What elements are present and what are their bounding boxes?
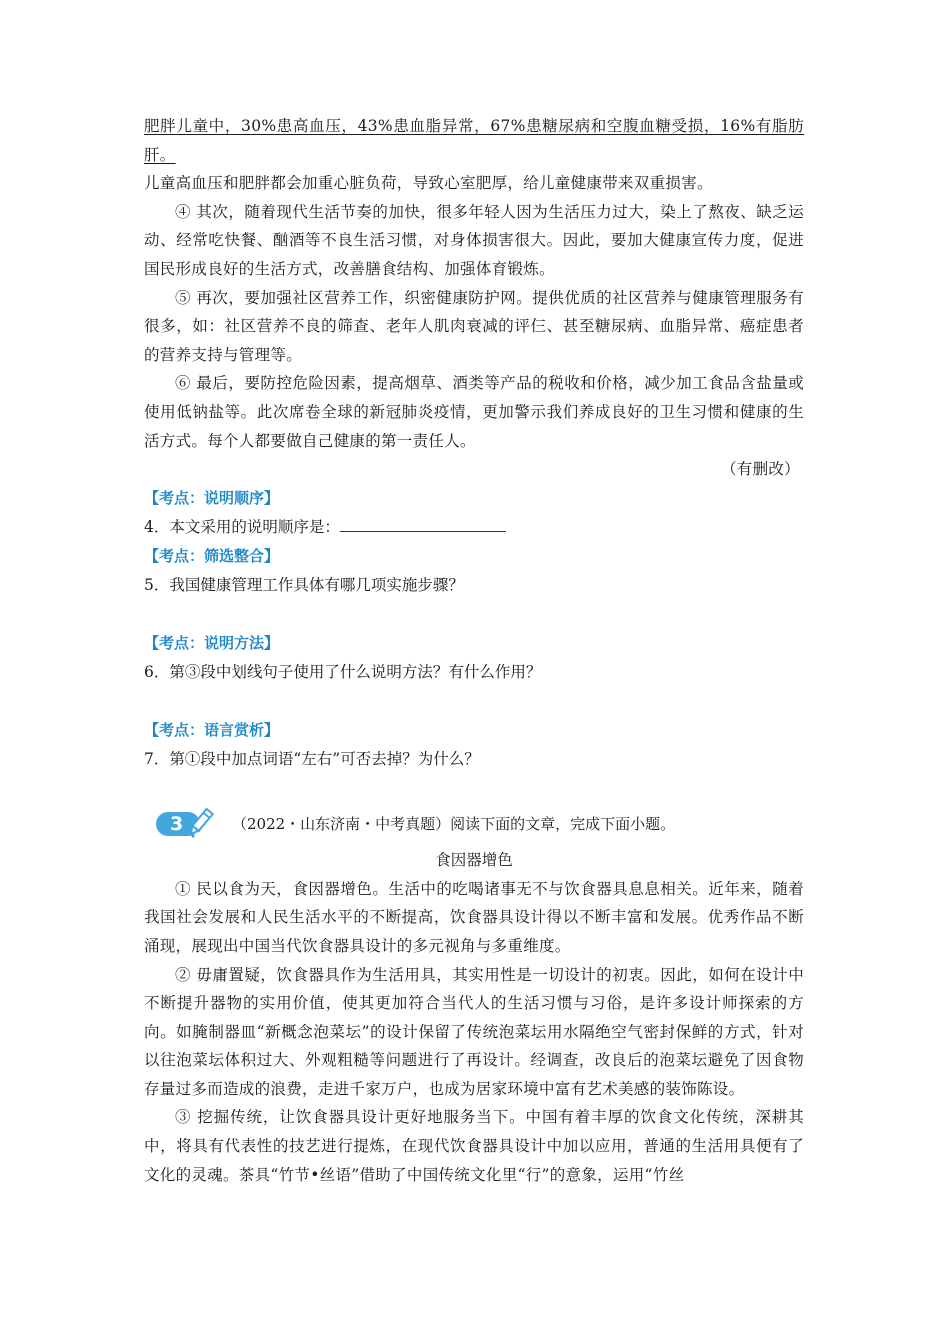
underlined-sentence: 肥胖儿童中，30%患高血压，43%患血脂异常，67%患糖尿病和空腹血糖受损，16%有脂肪肝。 bbox=[144, 117, 804, 164]
paragraph-4: ④ 其次，随着现代生活节奏的加快，很多年轻人因为生活压力过大，染上了熬夜、缺乏运动、经常吃快餐、酗酒等不良生活习惯，对身体损害很大。因此，要加大健康宣传力度，促进国民形成良好的生活方式，改善膳食结构、加强体育锻炼。 bbox=[144, 202, 804, 278]
paragraph-5: ⑤ 再次，要加强社区营养工作，织密健康防护网。提供优质的社区营养与健康管理服务有很多，如：社区营养不良的筛查、老年人肌肉衰减的评仨、甚至糖尿病、血脂异常、癌症患者的营养支持与管理等。 bbox=[144, 288, 804, 364]
passage-line: 儿童高血压和肥胖都会加重心脏负荷，导致心室肥厚，给儿童健康带来双重损害。 bbox=[144, 174, 713, 193]
question-text: 4．本文采用的说明顺序是： bbox=[144, 517, 340, 536]
answer-space bbox=[144, 600, 804, 629]
answer-space bbox=[144, 687, 804, 716]
question-5: 5．我国健康管理工作具体有哪几项实施步骤？ bbox=[144, 575, 464, 594]
kaodian-label: 【考点：语言赏析】 bbox=[144, 720, 280, 739]
paragraph-6: ⑥ 最后，要防控危险因素，提高烟草、酒类等产品的税收和价格，减少加工食品含盐量或使用低钠盐等。此次席卷全球的新冠肺炎疫情，更加警示我们养成良好的卫生习惯和健康的生活方式。每个人都要做自己健康的第一责任人。 bbox=[144, 374, 804, 450]
article-title: 食因器增色 bbox=[435, 850, 513, 869]
section-number: 3 bbox=[170, 812, 184, 835]
question-6: 6．第③段中划线句子使用了什么说明方法？有什么作用？ bbox=[144, 662, 542, 681]
answer-space bbox=[144, 774, 804, 804]
kaodian-label: 【考点：说明顺序】 bbox=[144, 488, 280, 507]
article-paragraph-2: ② 毋庸置疑，饮食器具作为生活用具，其实用性是一切设计的初衷。因此，如何在设计中不断提升器物的实用价值，使其更加符合当代人的生活习惯与习俗，是许多设计师探索的方向。如腌制器皿“新概念泡菜坛”的设计保留了传统泡菜坛用水隔绝空气密封保鲜的方式，针对以往泡菜坛体积过大、外观粗糙等问题进行了再设计。经调查，改良后的泡菜坛避免了因食物存量过多而造成的浪费，走进千家万户，也成为居家环境中富有艺术美感的装饰陈设。 bbox=[144, 965, 804, 1098]
answer-blank[interactable] bbox=[340, 517, 506, 532]
question-7: 7．第①段中加点词语“左右”可否去掉？为什么？ bbox=[144, 749, 480, 768]
article-paragraph-1: ① 民以食为天，食因器增色。生活中的吃喝诸事无不与饮食器具息息相关。近年来，随着我国社会发展和人民生活水平的不断提高，饮食器具设计得以不断丰富和发展。优秀作品不断涌现，展现出中国当代饮食器具设计的多元视角与多重维度。 bbox=[144, 879, 804, 955]
passage-line bbox=[144, 112, 804, 169]
question-4 bbox=[144, 513, 804, 542]
question-source: （2022・山东济南・中考真题）阅读下面的文章，完成下面小题。 bbox=[232, 815, 676, 834]
kaodian-label: 【考点：说明方法】 bbox=[144, 633, 280, 652]
document-page bbox=[144, 112, 804, 1189]
edit-note: （有删改） bbox=[720, 460, 800, 479]
pencil-icon bbox=[184, 806, 216, 840]
article-paragraph-3: ③ 挖掘传统，让饮食器具设计更好地服务当下。中国有着丰厚的饮食文化传统，深耕其中，将具有代表性的技艺进行提炼，在现代饮食器具设计中加以应用，普通的生活用具便有了文化的灵魂。茶具“竹节•丝语”借助了中国传统文化里“行”的意象，运用“竹丝 bbox=[144, 1108, 804, 1184]
kaodian-label: 【考点：筛选整合】 bbox=[144, 546, 280, 565]
section-3-header bbox=[144, 810, 804, 838]
section-number-badge bbox=[156, 810, 216, 838]
